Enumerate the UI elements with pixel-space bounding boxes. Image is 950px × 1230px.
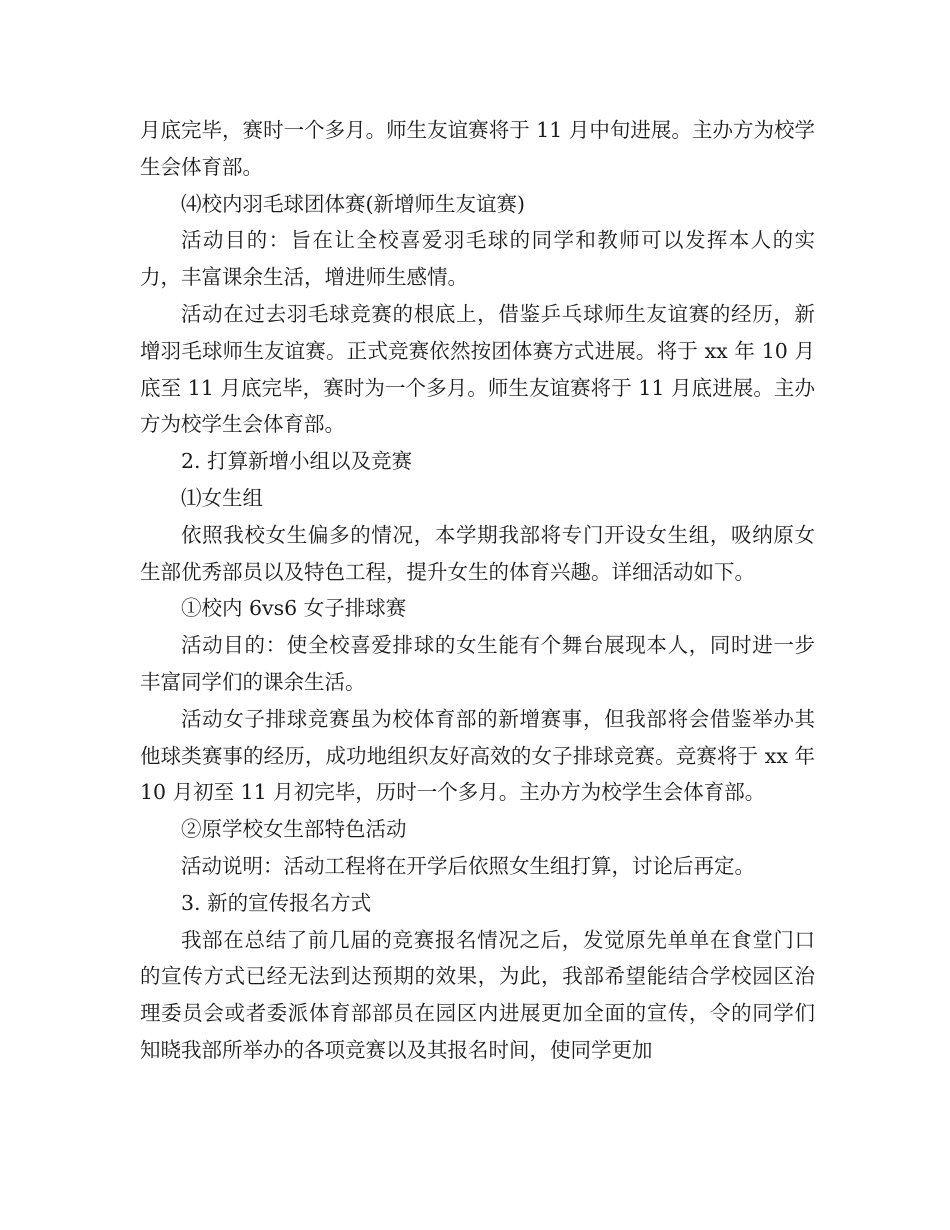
paragraph-7: 依照我校女生偏多的情况，本学期我部将专门开设女生组，吸纳原女生部优秀部员以及特色工程，提升女生的体育兴趣。详细活动如下。	[140, 522, 815, 584]
paragraph-1: 月底完毕，赛时一个多月。师生友谊赛将于 11 月中旬进展。主办方为校学生会体育部。	[140, 118, 815, 179]
paragraph-13-heading: 3. 新的宣传报名方式	[181, 890, 372, 915]
paragraph-2-heading: ⑷校内羽毛球团体赛(新增师生友谊赛)	[181, 191, 525, 216]
paragraph-10: 活动女子排球竞赛虽为校体育部的新增赛事，但我部将会借鉴举办其他球类赛事的经历，成功地组织友好高效的女子排球竞赛。竞赛将于 xx 年 10 月初至 11 月初完毕，历时一个多月。主办方为校学生会体育部。	[140, 706, 815, 805]
document-body	[140, 112, 815, 1069]
paragraph-6-heading: ⑴女生组	[181, 485, 263, 510]
paragraph-3: 活动目的：旨在让全校喜爱羽毛球的同学和教师可以发挥本人的实力，丰富课余生活，增进师生感情。	[140, 228, 815, 290]
paragraph-12: 活动说明：活动工程将在开学后依照女生组打算，讨论后再定。	[181, 853, 755, 878]
paragraph-9: 活动目的：使全校喜爱排球的女生能有个舞台展现本人，同时进一步丰富同学们的课余生活。	[140, 633, 815, 694]
paragraph-4: 活动在过去羽毛球竞赛的根底上，借鉴乒乓球师生友谊赛的经历，新增羽毛球师生友谊赛。正式竞赛依然按团体赛方式进展。将于 xx 年 10 月底至 11 月底完毕，赛时为一个多月。师生友谊赛将于 11 月底进展。主办方为校学生会体育部。	[140, 301, 815, 437]
paragraph-5-heading: 2. 打算新增小组以及竞赛	[181, 449, 413, 474]
paragraph-14: 我部在总结了前几届的竞赛报名情况之后，发觉原先单单在食堂门口的宣传方式已经无法到达预期的效果，为此，我部希望能结合学校园区治理委员会或者委派体育部部员在园区内进展更加全面的宣传，令的同学们知晓我部所举办的各项竞赛以及其报名时间，使同学更加	[140, 927, 815, 1062]
paragraph-8-heading: ①校内 6vs6 女子排球赛	[181, 596, 407, 621]
paragraph-11-heading: ②原学校女生部特色活动	[181, 817, 407, 842]
